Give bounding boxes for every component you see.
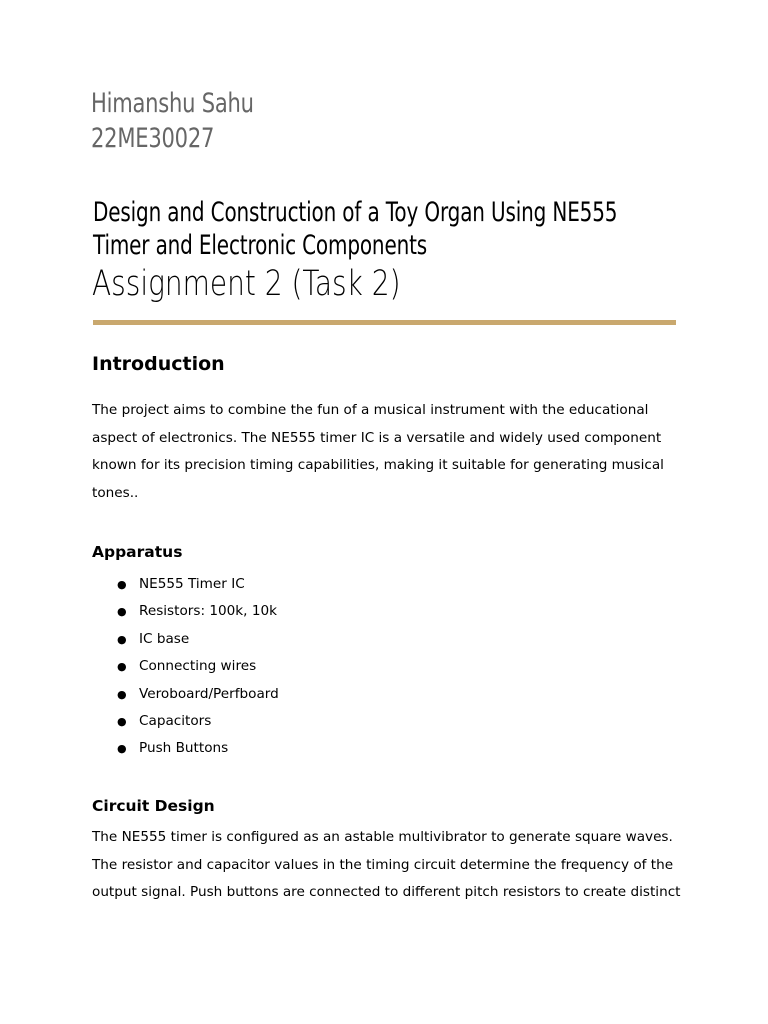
introduction-heading: Introduction (92, 353, 225, 375)
circuit-design-paragraph (92, 824, 682, 907)
title-line-2: Timer and Electronic Components (93, 230, 428, 261)
list-item (92, 653, 279, 680)
introduction-line: known for its precision timing capabilities, making it suitable for generating musical (92, 457, 664, 473)
list-item (92, 681, 279, 708)
document-title (93, 196, 617, 262)
introduction-line: tones.. (92, 484, 139, 501)
apparatus-list (92, 571, 279, 763)
bullet-icon: ● (117, 605, 127, 619)
bullet-icon: ● (117, 742, 127, 756)
list-item-label: Connecting wires (139, 658, 257, 675)
list-item (92, 626, 279, 653)
list-item (92, 598, 279, 625)
introduction-line: aspect of electronics. The NE555 timer IC is a versatile and widely used component (92, 429, 662, 446)
introduction-paragraph (92, 397, 682, 507)
apparatus-heading: Apparatus (92, 543, 183, 561)
bullet-icon: ● (117, 660, 127, 674)
list-item-label: Push Buttons (139, 740, 229, 757)
document-subtitle: Assignment 2 (Task 2) (92, 264, 401, 304)
introduction-line: The project aims to combine the fun of a musical instrument with the educational (92, 402, 649, 418)
bullet-icon: ● (117, 578, 127, 591)
list-item (92, 735, 279, 762)
list-item-label: Capacitors (139, 713, 212, 730)
circuit-design-line: The resistor and capacitor values in the timing circuit determine the frequency of the (92, 856, 674, 873)
author-block (91, 86, 254, 156)
list-item (92, 571, 279, 598)
list-item-label: NE555 Timer IC (139, 576, 245, 592)
bullet-icon: ● (117, 687, 127, 701)
title-divider (93, 320, 676, 325)
list-item-label: Resistors: 100k, 10k (139, 603, 277, 620)
author-name: Himanshu Sahu (91, 88, 254, 119)
list-item-label: Veroboard/Perfboard (139, 685, 279, 702)
list-item (92, 708, 279, 735)
bullet-icon: ● (117, 715, 127, 729)
circuit-design-line: output signal. Push buttons are connected to different pitch resistors to create distinct (92, 884, 681, 900)
bullet-icon: ● (117, 632, 127, 646)
list-item-label: IC base (139, 630, 190, 647)
title-line-1: Design and Construction of a Toy Organ Using NE555 (93, 197, 618, 228)
circuit-design-line: The NE555 timer is configured as an astable multivibrator to generate square waves. (92, 829, 673, 845)
circuit-design-heading: Circuit Design (92, 797, 215, 815)
roll-number: 22ME30027 (91, 123, 215, 154)
